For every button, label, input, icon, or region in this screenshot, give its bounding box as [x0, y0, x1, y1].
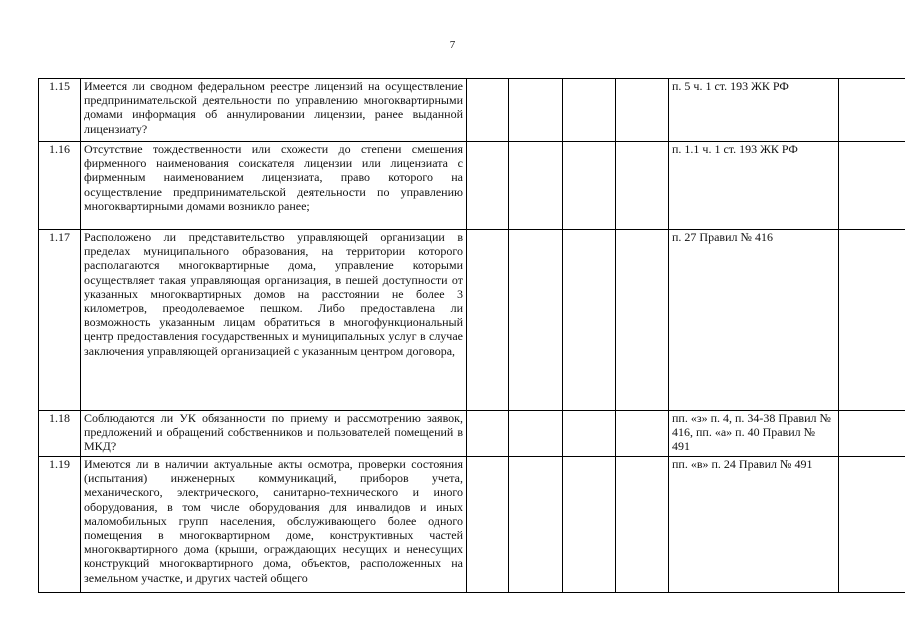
answer-yes-cell[interactable] — [467, 230, 509, 411]
table-row — [39, 142, 905, 230]
table-row — [39, 457, 905, 593]
requirement-text: Отсутствие тождественности или схожести до степени смешения фирменного наименования соискателя лицензии или лицензиата с фирменным наименованием лицензиата, право которого на осуществление предпринимательской деятельности по управлению многоквартирными домами возникло ранее; — [81, 142, 467, 230]
answer-extra-cell[interactable] — [616, 79, 669, 142]
answer-extra-cell[interactable] — [616, 230, 669, 411]
item-number: 1.16 — [39, 142, 81, 230]
answer-extra-cell[interactable] — [616, 142, 669, 230]
answer-na-cell[interactable] — [563, 411, 616, 457]
answer-no-cell[interactable] — [509, 457, 563, 593]
page-number: 7 — [449, 39, 456, 51]
legal-reference: пп. «з» п. 4, п. 34-38 Правил № 416, пп. «а» п. 40 Правил № 491 — [669, 411, 839, 457]
notes-cell[interactable] — [839, 230, 905, 411]
requirement-text: Имеется ли сводном федеральном реестре лицензий на осуществление предпринимательской деятельности по управлению многоквартирными домами информация об аннулировании лицензии, ранее выданной лицензиату? — [81, 79, 467, 142]
answer-yes-cell[interactable] — [467, 79, 509, 142]
item-number: 1.19 — [39, 457, 81, 593]
checklist-table — [38, 78, 905, 593]
answer-na-cell[interactable] — [563, 79, 616, 142]
legal-reference: п. 27 Правил № 416 — [669, 230, 839, 411]
item-number: 1.18 — [39, 411, 81, 457]
notes-cell[interactable] — [839, 79, 905, 142]
item-number: 1.17 — [39, 230, 81, 411]
answer-yes-cell[interactable] — [467, 411, 509, 457]
legal-reference: п. 5 ч. 1 ст. 193 ЖК РФ — [669, 79, 839, 142]
answer-yes-cell[interactable] — [467, 457, 509, 593]
item-number: 1.15 — [39, 79, 81, 142]
requirement-text: Имеются ли в наличии актуальные акты осмотра, проверки состояния (испытания) инженерных коммуникаций, приборов учета, механического, электрического, санитарно-технического и иного оборудования, в том числе оборудования для инвалидов и иных маломобильных групп населения, обслуживающего более одного помещения в многоквартирном доме, конструктивных частей многоквартирного дома (крыши, ограждающих несущих и ненесущих конструкций многоквартирного дома, объектов, расположенных на земельном участке, и других частей общего — [81, 457, 467, 593]
notes-cell[interactable] — [839, 457, 905, 593]
legal-reference: п. 1.1 ч. 1 ст. 193 ЖК РФ — [669, 142, 839, 230]
requirement-text: Соблюдаются ли УК обязанности по приему и рассмотрению заявок, предложений и обращений собственников и пользователей помещений в МКД? — [81, 411, 467, 457]
answer-yes-cell[interactable] — [467, 142, 509, 230]
answer-no-cell[interactable] — [509, 411, 563, 457]
answer-na-cell[interactable] — [563, 457, 616, 593]
legal-reference: пп. «в» п. 24 Правил № 491 — [669, 457, 839, 593]
table-row — [39, 411, 905, 457]
notes-cell[interactable] — [839, 142, 905, 230]
answer-no-cell[interactable] — [509, 79, 563, 142]
answer-na-cell[interactable] — [563, 142, 616, 230]
table-row — [39, 79, 905, 142]
notes-cell[interactable] — [839, 411, 905, 457]
table-row — [39, 230, 905, 411]
answer-extra-cell[interactable] — [616, 457, 669, 593]
requirement-text: Расположено ли представительство управляющей организации в пределах муниципального образования, на территории которого располагаются многоквартирные дома, управление которыми осуществляет такая управляющая организация, в пешей доступности от указанных многоквартирных домов на расстоянии не более 3 километров, преодолеваемое пешком. Либо предоставлена ли возможность указанным лицам обратиться в многофункциональный центр предоставления государственных и муниципальных услуг в случае заключения управляющей организацией с указанным центром договора, — [81, 230, 467, 411]
answer-extra-cell[interactable] — [616, 411, 669, 457]
answer-no-cell[interactable] — [509, 142, 563, 230]
answer-no-cell[interactable] — [509, 230, 563, 411]
answer-na-cell[interactable] — [563, 230, 616, 411]
